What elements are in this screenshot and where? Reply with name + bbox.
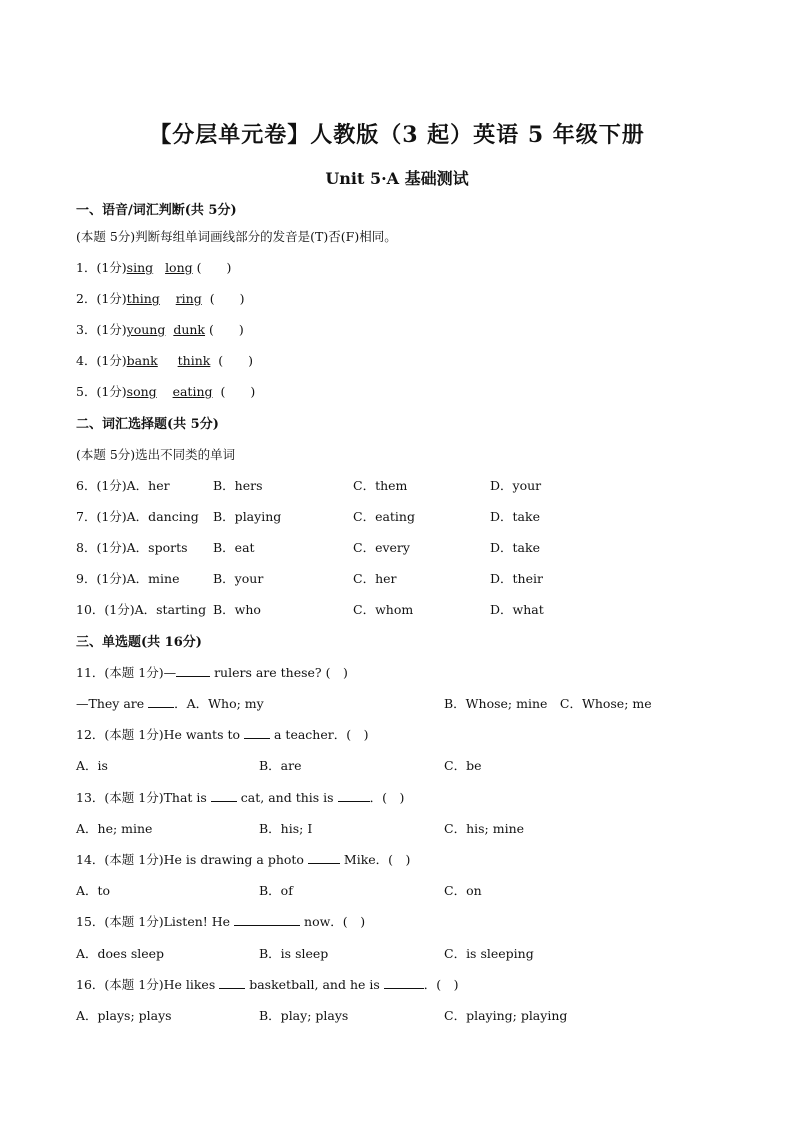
- option-a: ．A．Who; my: [174, 696, 264, 711]
- question-3: [76, 320, 244, 338]
- option-d: D．take: [490, 509, 540, 524]
- option-c: C．is sleeping: [444, 946, 534, 961]
- option-c: C．whom: [353, 602, 414, 617]
- option-a: 9．(1分)A．mine: [76, 571, 180, 586]
- stem-text: basketball, and he is: [245, 977, 380, 992]
- word-2: ring: [175, 291, 202, 306]
- option-a: A．is: [76, 758, 108, 773]
- option-b: B．who: [213, 602, 261, 617]
- stem-text: 13．(本题 1分)That is: [76, 790, 207, 805]
- fill-blank: [308, 853, 340, 864]
- question-15-stem: [76, 912, 365, 930]
- option-b: B．of: [259, 883, 293, 898]
- stem-text: 14．(本题 1分)He is drawing a photo: [76, 852, 304, 867]
- option-b: B．hers: [213, 478, 263, 493]
- question-number: 4．(1分): [76, 353, 127, 368]
- stem-text: —They are: [76, 696, 145, 711]
- word-2: think: [177, 353, 211, 368]
- answer-paren: ( ): [209, 291, 245, 306]
- question-11-line2: [76, 694, 264, 712]
- fill-blank: [234, 915, 300, 926]
- question-5: [76, 382, 255, 400]
- option-b: B．your: [213, 571, 264, 586]
- option-a: A．he; mine: [76, 821, 153, 836]
- question-16-stem: [76, 975, 459, 993]
- option-a: 8．(1分)A．sports: [76, 540, 188, 555]
- word-1: song: [126, 384, 157, 399]
- option-c: C．his; mine: [444, 821, 525, 836]
- fill-blank: [211, 791, 237, 802]
- fill-blank: [384, 978, 424, 989]
- fill-blank: [219, 978, 245, 989]
- section-heading-2: 二、词汇选择题(共 5分): [76, 417, 219, 432]
- option-c: C．playing; playing: [444, 1008, 568, 1023]
- option-c: C．them: [353, 478, 408, 493]
- option-c: C．every: [353, 540, 410, 555]
- option-b: B．play; plays: [259, 1008, 349, 1023]
- option-d: D．what: [490, 602, 544, 617]
- question-number: 5．(1分): [76, 384, 127, 399]
- stem-text: ．( ): [369, 790, 405, 805]
- fill-blank: [148, 697, 174, 708]
- section-instruction-2: (本题 5分)选出不同类的单词: [76, 447, 236, 462]
- page-title: 【分层单元卷】人教版（3 起）英语 5 年级下册: [149, 122, 645, 148]
- question-12-stem: [76, 725, 368, 743]
- option-b: B．are: [259, 758, 302, 773]
- stem-text: now．( ): [300, 914, 366, 929]
- word-2: dunk: [173, 322, 206, 337]
- fill-blank: [338, 791, 370, 802]
- option-d: D．their: [490, 571, 543, 586]
- word-1: thing: [126, 291, 160, 306]
- option-c: C．be: [444, 758, 482, 773]
- question-11-options-bc: B．Whose; mine C．Whose; me: [444, 696, 652, 711]
- stem-text: 11．(本题 1分)—: [76, 665, 177, 680]
- option-a: A．does sleep: [76, 946, 165, 961]
- option-a: A．to: [76, 883, 111, 898]
- question-14-stem: [76, 850, 410, 868]
- option-a: 10．(1分)A．starting: [76, 602, 207, 617]
- stem-text: Mike．( ): [339, 852, 411, 867]
- stem-text: 15．(本题 1分)Listen! He: [76, 914, 231, 929]
- question-4: [76, 351, 253, 369]
- fill-blank: [176, 666, 210, 677]
- word-1: bank: [126, 353, 158, 368]
- option-c: C．eating: [353, 509, 415, 524]
- question-11-stem: [76, 663, 348, 681]
- question-number: 1．(1分): [76, 260, 127, 275]
- option-b: B．playing: [213, 509, 282, 524]
- stem-text: 16．(本题 1分)He likes: [76, 977, 216, 992]
- answer-paren: ( ): [220, 384, 256, 399]
- fill-blank: [244, 728, 270, 739]
- option-a: A．plays; plays: [76, 1008, 172, 1023]
- section-heading-1: 一、语音/词汇判断(共 5分): [76, 203, 237, 218]
- stem-text: a teacher．( ): [270, 727, 369, 742]
- option-b: B．is sleep: [259, 946, 329, 961]
- answer-paren: ( ): [196, 260, 232, 275]
- option-a: 6．(1分)A．her: [76, 478, 170, 493]
- section-instruction-1: (本题 5分)判断每组单词画线部分的发音是(T)否(F)相同。: [76, 229, 397, 244]
- stem-text: ．( ): [423, 977, 459, 992]
- question-1: [76, 258, 231, 276]
- option-c: C．her: [353, 571, 397, 586]
- word-1: young: [126, 322, 166, 337]
- option-a: 7．(1分)A．dancing: [76, 509, 199, 524]
- word-2: long: [165, 260, 193, 275]
- stem-text: cat, and this is: [236, 790, 334, 805]
- option-b: B．his; I: [259, 821, 313, 836]
- option-b: B．eat: [213, 540, 255, 555]
- section-heading-3: 三、单选题(共 16分): [76, 635, 202, 650]
- word-1: sing: [126, 260, 154, 275]
- option-d: D．your: [490, 478, 542, 493]
- answer-paren: ( ): [209, 322, 244, 337]
- stem-text: rulers are these? ( ): [210, 665, 348, 680]
- question-number: 2．(1分): [76, 291, 127, 306]
- stem-text: 12．(本题 1分)He wants to: [76, 727, 241, 742]
- page-subtitle: Unit 5·A 基础测试: [325, 169, 469, 188]
- question-13-stem: [76, 788, 404, 806]
- question-number: 3．(1分): [76, 322, 127, 337]
- option-d: D．take: [490, 540, 540, 555]
- word-2: eating: [172, 384, 213, 399]
- option-c: C．on: [444, 883, 482, 898]
- question-2: [76, 289, 244, 307]
- answer-paren: ( ): [218, 353, 254, 368]
